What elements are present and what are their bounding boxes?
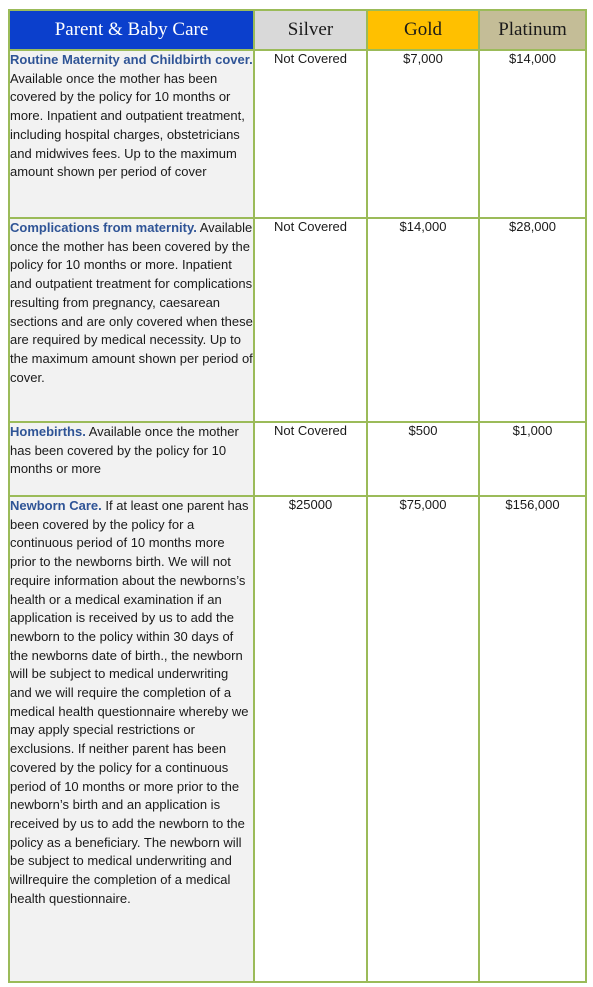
header-category: Parent & Baby Care	[9, 10, 254, 50]
benefit-description	[9, 422, 254, 496]
benefit-text: If at least one parent has been covered by the policy for a continuous period of 10 months more prior to the newborns birth. We will not require information about the newborns’s health or a medical examination if an application is received by us to add the newborn to the policy within 30 days of the newborns date of birth., the newborn will be subject to medical underwriting and we will require the completion of a medical health questionnaire whereby we may apply special restrictions or exclusions. If neither parent has been covered by the policy for a continuous period of 10 months or more prior to the newborn’s birth and an application is received by us to add the newborn to the policy as a beneficiary. The newborn will be subject to medical underwriting and willrequire the completion of a medical health questionnaire.	[10, 498, 249, 906]
benefit-title: Complications from maternity.	[10, 220, 197, 235]
silver-value: Not Covered	[254, 50, 367, 218]
silver-value: Not Covered	[254, 218, 367, 422]
silver-value: $25000	[254, 496, 367, 982]
header-gold: Gold	[367, 10, 479, 50]
table-row-homebirths	[9, 422, 586, 496]
table-row-newborn-care	[9, 496, 586, 982]
benefits-table	[8, 9, 587, 983]
header-row	[9, 10, 586, 50]
table-row-complications	[9, 218, 586, 422]
benefit-title: Homebirths.	[10, 424, 86, 439]
table-row-routine-maternity	[9, 50, 586, 218]
benefit-title: Routine Maternity and Childbirth cover.	[10, 52, 253, 67]
benefit-text: Available once the mother has been covered by the policy for 10 months or more. Inpatient and outpatient treatment, including hospital charges, obstetricians and midwives fees. Up to the maximum amount shown per period of cover	[10, 70, 245, 180]
benefit-text: Available once the mother has been covered by the policy for 10 months or more	[10, 424, 239, 477]
benefit-description	[9, 496, 254, 982]
gold-value: $500	[367, 422, 479, 496]
platinum-value: $28,000	[479, 218, 586, 422]
benefit-text: Available once the mother has been covered by the policy for 10 months or more. Inpatient and outpatient treatment for complications resulting from pregnancy, caesarean sections and are only covered when these are required by medical necessity. Up to the maximum amount shown per period of cover.	[10, 220, 253, 385]
platinum-value: $14,000	[479, 50, 586, 218]
gold-value: $14,000	[367, 218, 479, 422]
silver-value: Not Covered	[254, 422, 367, 496]
benefit-description	[9, 50, 254, 218]
benefit-title: Newborn Care.	[10, 498, 102, 513]
benefit-description	[9, 218, 254, 422]
platinum-value: $1,000	[479, 422, 586, 496]
platinum-value: $156,000	[479, 496, 586, 982]
header-silver: Silver	[254, 10, 367, 50]
gold-value: $7,000	[367, 50, 479, 218]
gold-value: $75,000	[367, 496, 479, 982]
header-platinum: Platinum	[479, 10, 586, 50]
